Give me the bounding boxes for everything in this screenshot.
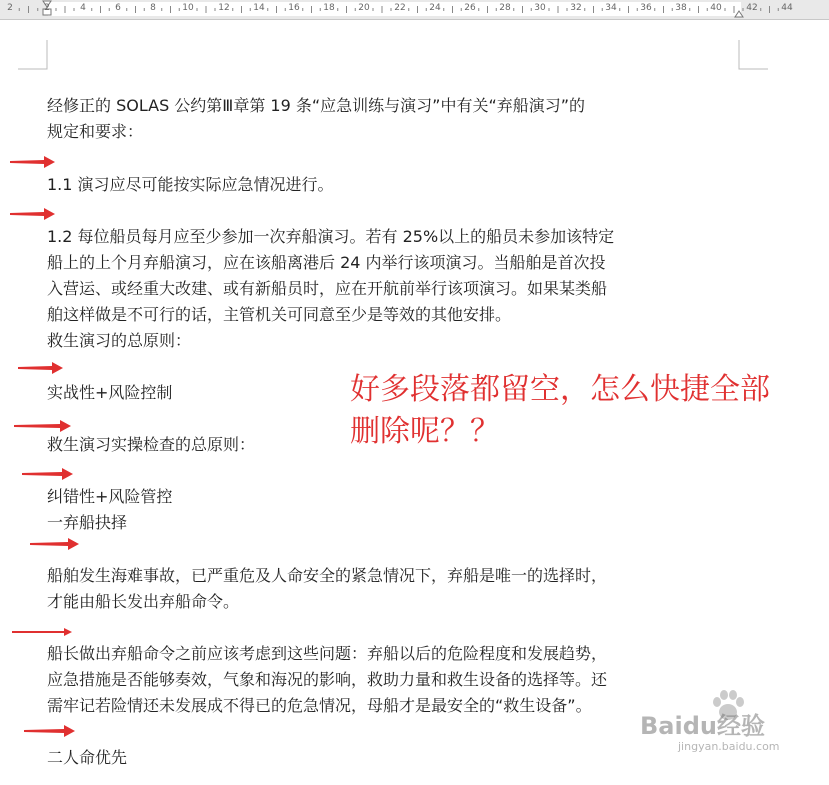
ruler-number: 36 xyxy=(640,3,652,13)
document-page[interactable] xyxy=(0,20,829,785)
paragraph-line: 1.1 演习应尽可能按实际应急情况进行。 xyxy=(47,175,334,194)
paragraph-line: 应急措施是否能够奏效，气象和海况的影响，救助力量和救生设备的选择等。还 xyxy=(47,670,608,689)
ruler-number: 44 xyxy=(781,3,793,13)
ruler-number: 32 xyxy=(570,3,582,13)
paragraph-line: 才能由船长发出弃船命令。 xyxy=(47,592,240,611)
ruler-number: 2 xyxy=(7,3,13,13)
ruler-number: 14 xyxy=(253,3,265,13)
red-arrow-icon xyxy=(8,154,58,170)
red-arrow-icon xyxy=(22,723,78,739)
watermark-url: jingyan.baidu.com xyxy=(678,740,780,753)
paragraph-line: 救生演习实操检查的总原则： xyxy=(47,435,256,454)
ruler-ticks xyxy=(0,0,829,19)
paragraph-line: 舶这样做是不可行的话，主管机关可同意至少是等效的其他安排。 xyxy=(47,305,512,324)
ruler-number: 34 xyxy=(605,3,617,13)
horizontal-ruler[interactable] xyxy=(0,0,829,20)
ruler-number: 20 xyxy=(358,3,370,13)
watermark-brand: Baidu经验 xyxy=(640,712,765,740)
ruler-number: 40 xyxy=(710,3,722,13)
ruler-number: 18 xyxy=(323,3,335,13)
paragraph-line: 救生演习的总原则： xyxy=(47,331,192,350)
red-arrow-icon xyxy=(10,625,74,639)
paragraph-line: 入营运、或经重大改建、或有新船员时，应在开航前举行该项演习。如果某类船 xyxy=(47,279,608,298)
paragraph-line: 船上的上个月弃船演习，应在该船离港后 24 内举行该项演习。当船舶是首次投 xyxy=(47,253,606,272)
ruler-number: 2 xyxy=(44,3,50,13)
annotation-question-line-2: 删除呢？？ xyxy=(350,414,500,449)
ruler-number: 6 xyxy=(115,3,121,13)
ruler-number: 26 xyxy=(464,3,476,13)
paragraph-line: 一弃船抉择 xyxy=(47,513,128,532)
paragraph-line: 1.2 每位船员每月应至少参加一次弃船演习。若有 25%以上的船员未参加该特定 xyxy=(47,227,615,246)
paragraph-line: 二人命优先 xyxy=(47,748,128,767)
red-arrow-icon xyxy=(8,206,58,222)
paragraph-line: 需牢记若险情还未发展成不得已的危急情况，母船才是最安全的“救生设备”。 xyxy=(47,696,592,715)
red-arrow-icon xyxy=(12,418,74,434)
paragraph-line: 船长做出弃船命令之前应该考虑到这些问题：弃船以后的危险程度和发展趋势， xyxy=(47,644,608,663)
paragraph-line: 规定和要求： xyxy=(47,122,144,141)
red-arrow-icon xyxy=(20,466,76,482)
ruler-number: 4 xyxy=(80,3,86,13)
ruler-number: 30 xyxy=(534,3,546,13)
ruler-number: 16 xyxy=(288,3,300,13)
baidu-jingyan-watermark xyxy=(640,686,820,781)
ruler-number: 38 xyxy=(675,3,687,13)
paragraph-line: 纠错性+风险管控 xyxy=(47,487,173,506)
ruler-number: 22 xyxy=(394,3,406,13)
ruler-number: 10 xyxy=(182,3,194,13)
indent-markers xyxy=(43,1,743,17)
red-arrow-icon xyxy=(28,536,82,552)
ruler-number: 42 xyxy=(746,3,758,13)
paragraph-line: 船舶发生海难事故，已严重危及人命安全的紧急情况下，弃船是唯一的选择时， xyxy=(47,566,608,585)
crop-mark-top-left xyxy=(18,40,48,70)
paragraph-line: 实战性+风险控制 xyxy=(47,383,173,402)
paragraph-line: 经修正的 SOLAS 公约第Ⅲ章第 19 条“应急训练与演习”中有关“弃船演习”的 xyxy=(47,96,586,115)
red-arrow-icon xyxy=(16,360,66,376)
ruler-number: 8 xyxy=(150,3,156,13)
ruler-number: 24 xyxy=(429,3,441,13)
ruler-number: 28 xyxy=(499,3,511,13)
ruler-number: 12 xyxy=(218,3,230,13)
crop-mark-top-right xyxy=(738,40,768,70)
annotation-question-line-1: 好多段落都留空，怎么快捷全部 xyxy=(350,372,770,407)
